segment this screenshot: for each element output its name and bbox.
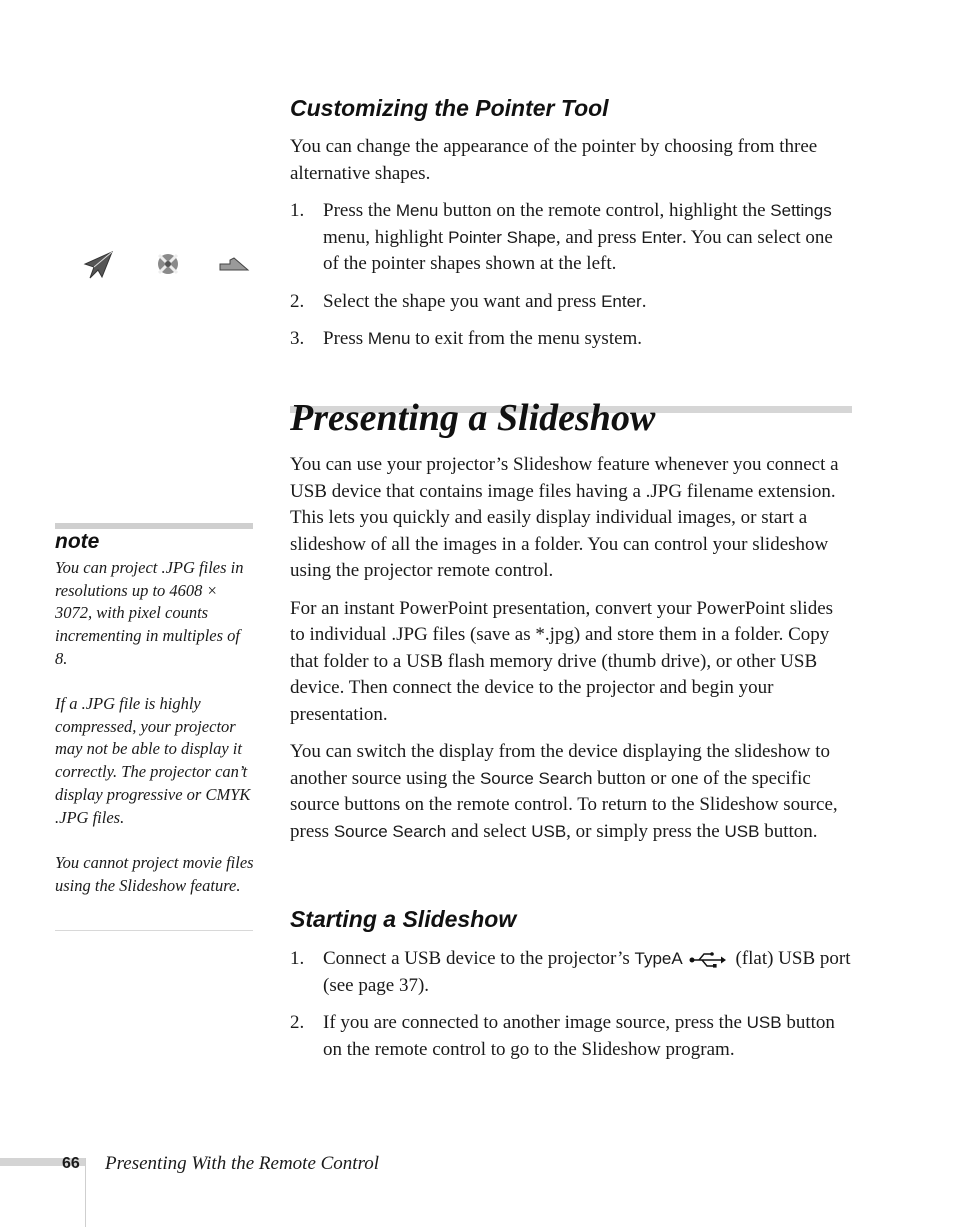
step-number: 1.	[290, 948, 305, 969]
para-text: button.	[759, 820, 818, 842]
note-paragraph-1: You can project .JPG files in resolutions up to 4608 × 3072, with pixel counts incrementing in multiples of 8.	[55, 558, 244, 668]
note-rule-top	[55, 523, 253, 529]
pointer-steps	[290, 198, 852, 353]
note-title: note	[55, 530, 100, 553]
pointer-tool-body	[290, 134, 852, 353]
para-text: and select	[446, 820, 532, 842]
step-text: Connect a USB device to the projector’s	[323, 948, 635, 969]
usb-key: USB	[724, 821, 760, 841]
typea-label: TypeA	[634, 949, 683, 968]
page-number: 66	[62, 1155, 80, 1172]
footer-chapter-title: Presenting With the Remote Control	[105, 1153, 380, 1174]
source-search-key: Source Search	[479, 768, 593, 788]
starting-steps	[290, 946, 852, 1063]
step-text: Press the	[323, 200, 396, 221]
enter-key: Enter	[641, 227, 682, 247]
enter-key: Enter	[601, 291, 642, 311]
slideshow-body	[290, 452, 852, 845]
step-text: .	[641, 290, 647, 312]
step-1	[290, 946, 852, 999]
usb-key: USB	[746, 1013, 782, 1032]
pointer-shape-icons	[82, 250, 252, 280]
slideshow-para-3	[290, 739, 852, 845]
menu-key: Menu	[367, 329, 411, 348]
step-text: (flat) USB port (see page 37).	[323, 948, 851, 996]
menu-key: Menu	[395, 201, 439, 220]
step-1	[290, 198, 852, 278]
para-text: button or one of the specific source buttons on the remote control. To return to the Slideshow source, press	[290, 767, 838, 842]
footer-divider	[85, 1158, 86, 1227]
slideshow-para-1: You can use your projector’s Slideshow feature whenever you connect a USB device that contains image files having a .JPG filename extension. This lets you quickly and easily display individual images, or start a slideshow of all the images in a folder. You can control your slideshow using the projector remote control.	[290, 454, 839, 581]
usb-icon	[689, 952, 727, 968]
step-number: 1.	[290, 200, 305, 221]
settings-menu-label: Settings	[770, 201, 832, 220]
step-number: 2.	[290, 1012, 305, 1033]
pointer-intro: You can change the appearance of the pointer by choosing from three alternative shapes.	[290, 136, 818, 184]
note-paragraph-3: You cannot project movie files using the Slideshow feature.	[55, 853, 254, 895]
step-text: button on the remote control, highlight the	[438, 200, 771, 221]
starting-slideshow-body	[290, 946, 852, 1063]
step-text: Select the shape you want and press	[323, 290, 602, 312]
step-text: , and press	[555, 226, 642, 248]
arrow-pointer-icon	[82, 250, 114, 280]
step-text: menu, highlight	[323, 226, 449, 248]
para-text: You can switch the display from the device displaying the slideshow to another source using the	[290, 741, 831, 789]
section-heading-starting-slideshow: Starting a Slideshow	[290, 906, 517, 932]
note-rule-bottom	[55, 930, 253, 931]
crosshair-pointer-icon	[154, 250, 182, 278]
section-heading-pointer-tool: Customizing the Pointer Tool	[290, 95, 609, 121]
step-text: button on the remote control to go to the Slideshow program.	[323, 1012, 835, 1060]
flat-pointer-icon	[218, 250, 250, 274]
step-2	[290, 289, 852, 316]
step-text: Press	[323, 328, 368, 349]
step-3	[290, 326, 852, 353]
step-text: If you are connected to another image source, press the	[323, 1012, 747, 1033]
usb-label: USB	[531, 821, 567, 841]
step-text: . You can select one of the pointer shapes shown at the left.	[323, 226, 833, 274]
source-search-key: Source Search	[333, 821, 447, 841]
slideshow-para-2: For an instant PowerPoint presentation, convert your PowerPoint slides to individual .JPG files (save as *.jpg) and store them in a folder. Copy that folder to a USB flash memory drive (thumb drive), or other USB device. Then connect the device to the projector and begin your presentation.	[290, 597, 834, 725]
pointer-shape-label: Pointer Shape	[448, 227, 556, 247]
step-number: 3.	[290, 328, 305, 349]
para-text: , or simply press the	[566, 820, 725, 842]
step-text: to exit from the menu system.	[410, 328, 643, 349]
note-paragraph-2: If a .JPG file is highly compressed, your projector may not be able to display it correctly. The projector can’t display progressive or CMYK .JPG files.	[55, 694, 251, 827]
section-heading-slideshow: Presenting a Slideshow	[290, 397, 656, 439]
step-2	[290, 1010, 852, 1063]
step-number: 2.	[290, 290, 305, 312]
